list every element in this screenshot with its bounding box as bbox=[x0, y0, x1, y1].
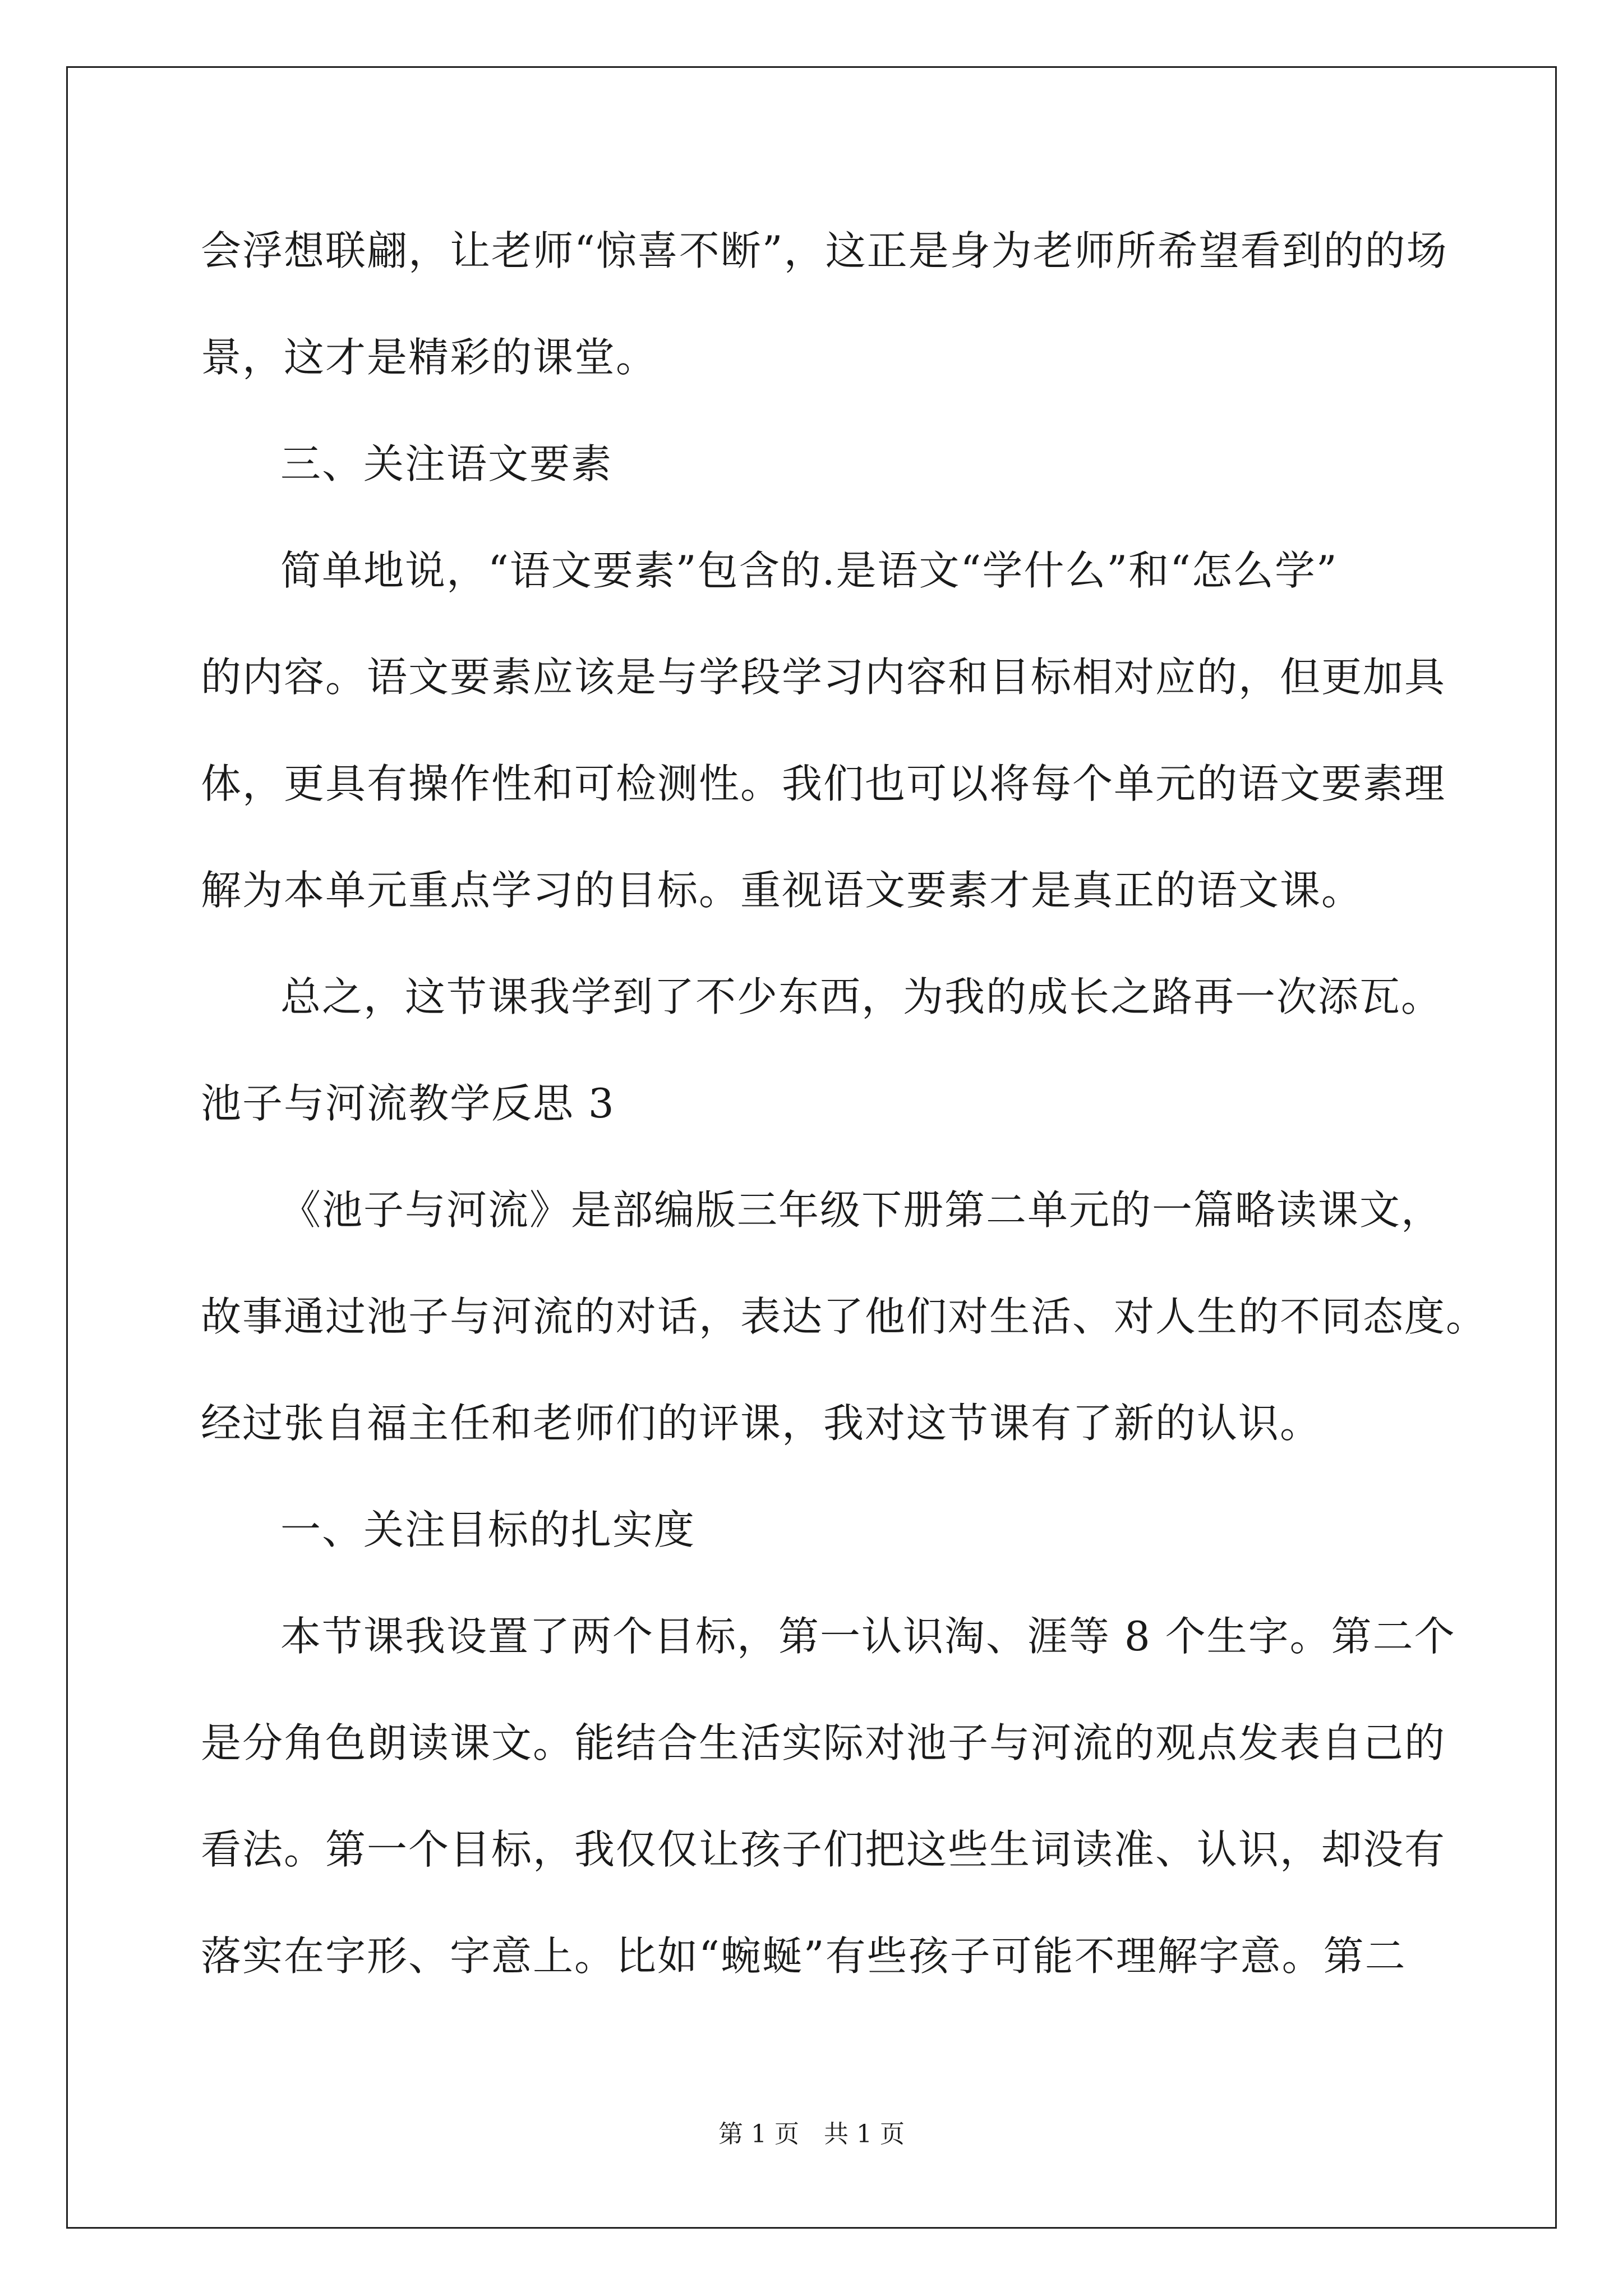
text-line: 简单地说，“语文要素”包含的.是语文“学什么”和“怎么学” bbox=[280, 547, 1338, 594]
text-line: 的内容。语文要素应该是与学段学习内容和目标相对应的，但更加具 bbox=[201, 654, 1446, 701]
text-line: 体，更具有操作性和可检测性。我们也可以将每个单元的语文要素理 bbox=[201, 760, 1446, 807]
text-line: 景，这才是精彩的课堂。 bbox=[201, 334, 658, 381]
section-heading: 三、关注语文要素 bbox=[280, 440, 613, 487]
article-title: 池子与河流教学反思 3 bbox=[201, 1080, 615, 1127]
text-line: 故事通过池子与河流的对话，表达了他们对生活、对人生的不同态度。 bbox=[201, 1293, 1488, 1340]
text-line: 看法。第一个目标，我仅仅让孩子们把这些生词读准、认识，却没有 bbox=[201, 1826, 1446, 1873]
text-line: 本节课我设置了两个目标，第一认识淘、涯等 8 个生字。第二个 bbox=[280, 1613, 1456, 1660]
section-heading: 一、关注目标的扎实度 bbox=[280, 1506, 696, 1553]
text-line: 《池子与河流》是部编版三年级下册第二单元的一篇略读课文， bbox=[280, 1186, 1443, 1234]
text-line: 会浮想联翩，让老师“惊喜不断”，这正是身为老师所希望看到的的场 bbox=[201, 227, 1448, 274]
text-line: 解为本单元重点学习的目标。重视语文要素才是真正的语文课。 bbox=[201, 867, 1363, 914]
text-line: 总之，这节课我学到了不少东西，为我的成长之路再一次添瓦。 bbox=[280, 973, 1443, 1020]
page-frame bbox=[66, 66, 1557, 2229]
text-line: 是分角色朗读课文。能结合生活实际对池子与河流的观点发表自己的 bbox=[201, 1719, 1446, 1766]
text-line: 经过张自福主任和老师们的评课，我对这节课有了新的认识。 bbox=[201, 1400, 1322, 1447]
text-line: 落实在字形、字意上。比如“蜿蜒”有些孩子可能不理解字意。第二 bbox=[201, 1932, 1407, 1980]
page-footer: 第 1 页 共 1 页 bbox=[718, 2120, 905, 2148]
